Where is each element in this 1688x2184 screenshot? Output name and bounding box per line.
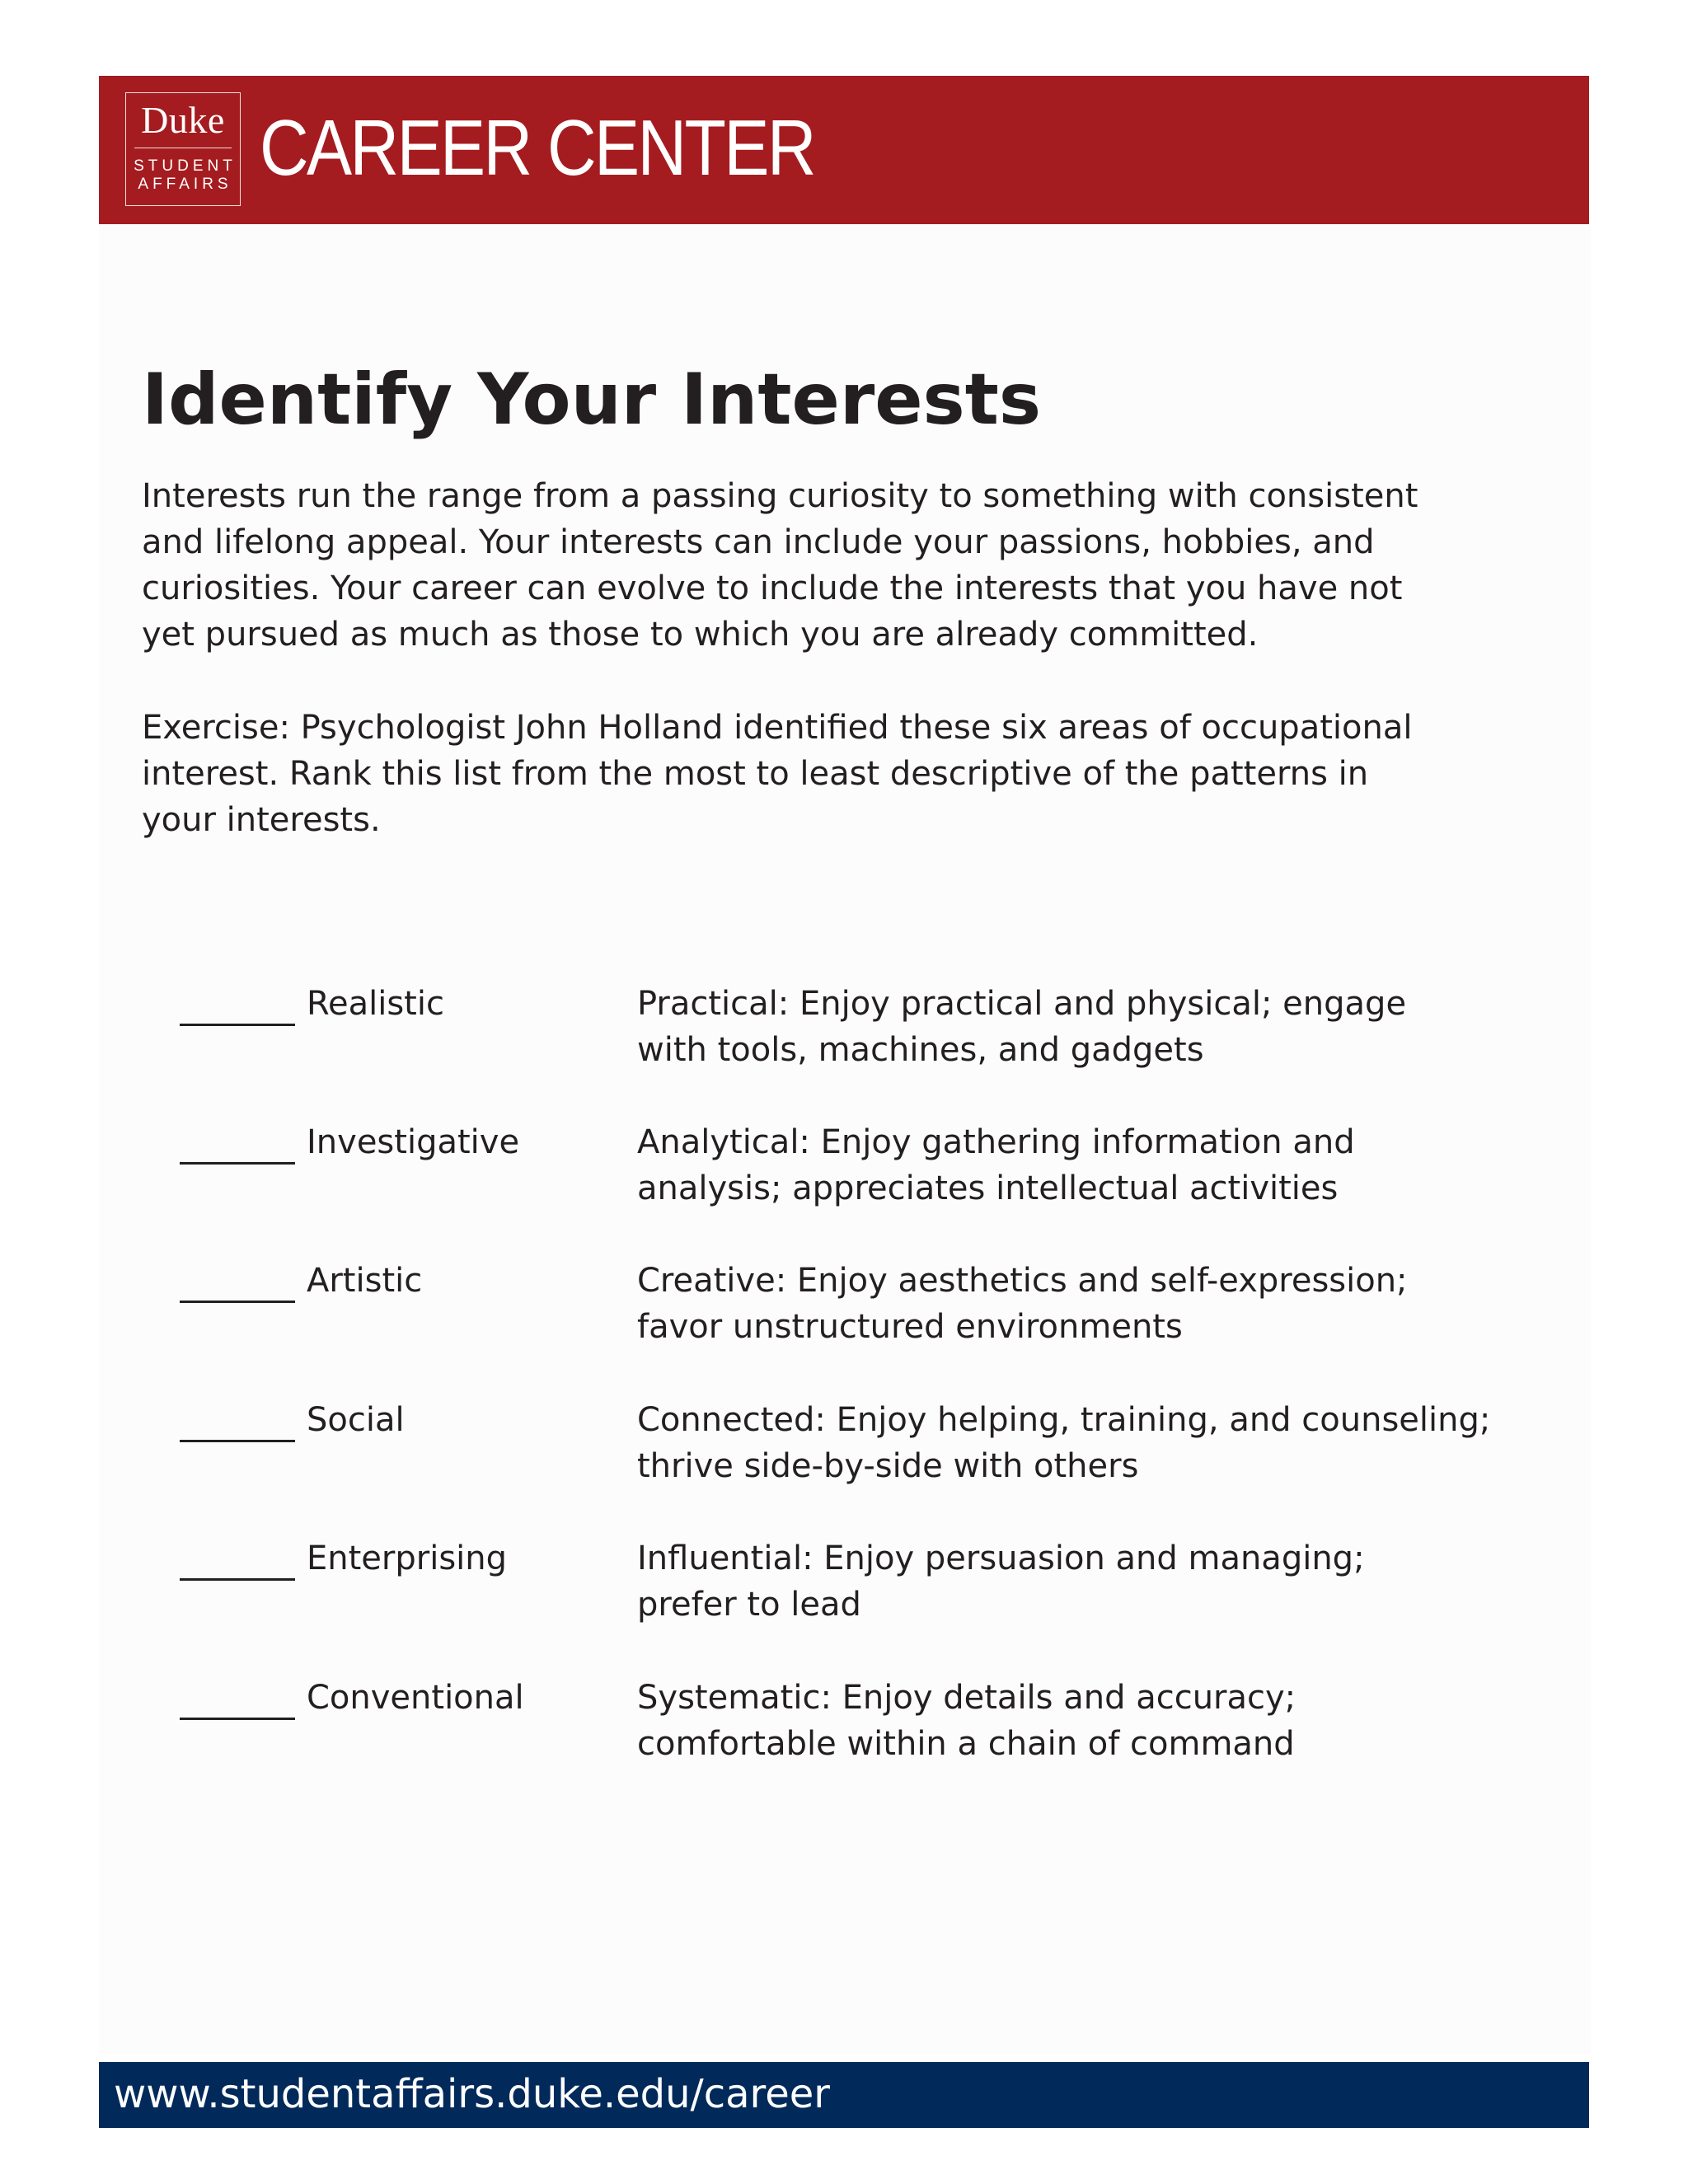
rank-blank: [180, 1162, 295, 1165]
interest-description: Creative: Enjoy aesthetics and self-expression; favor unstructured environments: [637, 1262, 1408, 1346]
interest-category: Artistic: [307, 1262, 423, 1300]
interest-description: Connected: Enjoy helping, training, and counseling; thrive side-by-side with others: [637, 1401, 1491, 1485]
logo-line-student: STUDENT: [134, 157, 237, 175]
interest-category: Conventional: [307, 1679, 524, 1717]
exercise-instructions: Exercise: Psychologist John Holland identified these six areas of occupational interest. Rank this list from the most to least descriptive of the patterns in your interests.: [142, 709, 1413, 839]
footer-url-link[interactable]: www.studentaffairs.duke.edu/career: [114, 2071, 830, 2117]
rank-blank: [180, 1578, 295, 1581]
header-banner: [99, 76, 1589, 224]
header-title: CAREER CENTER: [260, 104, 814, 192]
interest-category: Investigative: [307, 1123, 520, 1161]
interest-category: Realistic: [307, 985, 444, 1023]
interest-row-investigative: [0, 1119, 1688, 1218]
intro-paragraph: Interests run the range from a passing curiosity to something with consistent and lifelong appeal. Your interests can include your passions, hobbies, and curiosities. Your career can evolve to include the interests that you have not yet pursued as much as those to which you are already committed.: [142, 477, 1418, 654]
interest-description: Systematic: Enjoy details and accuracy; comfortable within a chain of command: [637, 1679, 1296, 1763]
footer-banner: [99, 2062, 1589, 2128]
page-title: Identify Your Interests: [142, 359, 1042, 441]
logo-line-affairs: AFFAIRS: [138, 176, 232, 193]
interest-row-artistic: [0, 1258, 1688, 1357]
interest-description: Influential: Enjoy persuasion and managing; prefer to lead: [637, 1540, 1365, 1624]
interest-category: Social: [307, 1401, 405, 1439]
interest-description: Practical: Enjoy practical and physical; engage with tools, machines, and gadgets: [637, 985, 1407, 1069]
interest-row-realistic: [0, 981, 1688, 1080]
interest-row-enterprising: [0, 1535, 1688, 1634]
logo-wordmark: Duke: [141, 99, 225, 141]
rank-blank: [180, 1301, 295, 1303]
interest-category: Enterprising: [307, 1540, 508, 1577]
interest-row-conventional: [0, 1675, 1688, 1774]
interest-description: Analytical: Enjoy gathering information and analysis; appreciates intellectual activities: [637, 1123, 1355, 1207]
duke-student-affairs-logo: [125, 92, 241, 206]
rank-blank: [180, 1718, 295, 1720]
rank-blank: [180, 1440, 295, 1442]
rank-blank: [180, 1024, 295, 1026]
interest-row-social: [0, 1397, 1688, 1496]
